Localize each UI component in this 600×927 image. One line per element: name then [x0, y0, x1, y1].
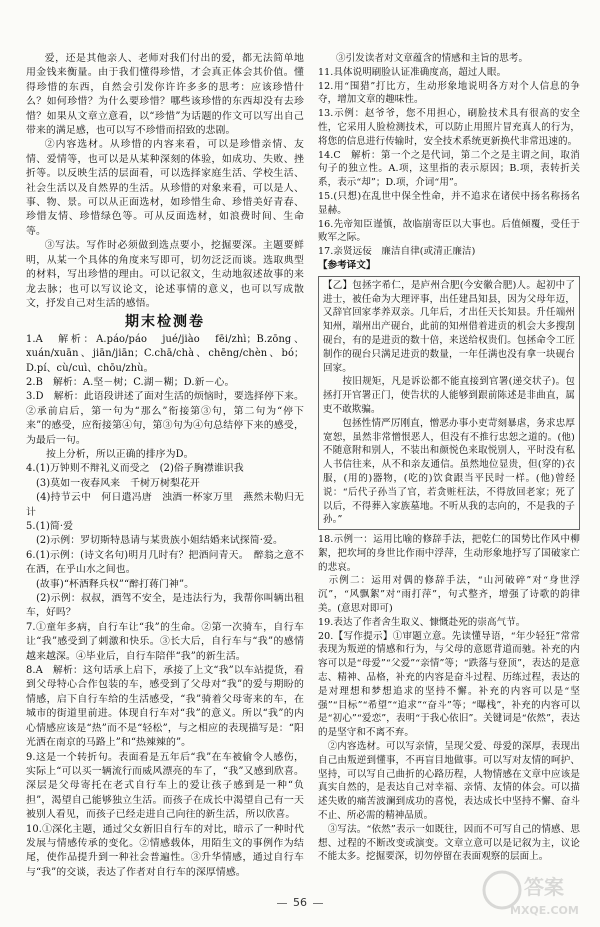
answer-12: 12.用“围猎”打比方，生动形象地说明各方对个人信息的争夺，增加文章的趣味性。 [318, 80, 580, 106]
left-column [26, 52, 304, 880]
essay-para-2: ②内容选材。从珍惜的内容来看，可以是珍惜亲情、友情、爱情等，也可以是从某种深刻的体验，如成功、失败、挫折等。以反映生活的层面看，可以选择家庭生活、学校生活、社会生活以及自然界的生活。从珍惜的对象来看，可以是人、事、物、景。可以从正面选材，如珍惜生命、珍惜美好青春、珍惜友情、珍惜绿色等。可从反面选材，如浪费时间、生命等。 [26, 139, 304, 237]
translation-para-3: 包拯性情严厉刚直，憎恶办事小吏苛刻暴虐，务求忠厚宽恕，虽然非常憎恨恶人，但没有不推行忠恕之道的。(他)不随意附和别人，不装出和颜悦色来取悦别人，平时没有私人书信往来，从不和亲友通信。虽然地位显贵，但(穿的)衣服，(用的)器物，(吃的)饮食跟当平民时一样。(他)曾经说：“后代子孙当了官，若贪赃枉法，不得放回老家；死了以后，不得葬入家族墓地。不听从我的志向的，不是我的子孙。” [323, 417, 575, 526]
answer-10: 10.①深化主题，通过父女新旧自行车的对比，暗示了一种时代发展与情感传承的变化。②情感载体，用陌生文的事例作为结尾，使作品提升到一种社会普遍性。③升华情感，通过自行车与“我”的交谈，表达了作者对自行车的深厚情感。 [26, 823, 304, 878]
svg-text:答案: 答案 [524, 875, 564, 899]
answer-13: 13.示例：赵爷爷，您不用担心，刷脸技术具有很高的安全性，它采用人脸检测技术，可以防止用照片冒充真人的行为，将您的信息进行传输时，安全技术系统更新换代非常迅速的。 [318, 108, 580, 147]
answer-4-line2: (3)莫如一夜春风来 千树万树梨花开 [26, 477, 200, 489]
answer-18: 18.示例一：运用比喻的修辞手法，把乾仁的国势比作风中柳絮，把坎坷的身世比作雨中浮萍，生动形象地抒写了国破家亡的悲哀。 [318, 534, 580, 573]
watermark-logo [480, 868, 590, 920]
answer-6: 6.(1)示例：(诗文名句)明月几时有？把酒问青天。 醉翁之意不在酒，在乎山水之间也。 [26, 549, 304, 576]
answer-1: 1.A 解析：A.páo/páo jué/jiào fēi/zhì；B.zōng、xuán/xuān、jiān/jiān；C.chā/chà、chēng/chèn、bó；D.pí、cù/cuì、chōu/zhù。 [26, 333, 304, 374]
answer-9: 9.这是一个转折句。表面看是五年后“我”在车被偷令人感伤，实际上“可以买一辆流行而威风漂亮的车了，“我”又感到欣喜。深层是父母寄托在老式自行车上的爱让孩子感到是一种“负担”，渴望自己能够独立生活。而孩子在成长中渴望自己有一天被别人看见，而孩子已经走进自己向往的新生活，所以欣喜。 [26, 751, 304, 821]
answer-18-line2: 示例二：运用对偶的修辞手法，“山河破碎”对“身世浮沉”，“风飘絮”对“雨打萍”，句式整齐，增强了诗歌的韵律美。(意思对即可) [318, 575, 580, 615]
translation-box [318, 276, 580, 530]
answer-5: 5.(1)简·爱 [26, 521, 74, 532]
answer-16: 16.先帝知臣谨慎，故临崩寄臣以大事也。后值倾覆，受任于败军之际。 [318, 218, 580, 244]
answer-20-line3: ③写法。“依然”表示一如既往，因而不可写自己的情感、思想、过程的不断改变或演变。文章立意可以是记叙为主，议论不能太多。挖掘要深，切勿停留在表面观察的层面上。 [318, 823, 580, 863]
answer-20-line2: ②内容选材。可以写亲情，呈现父爱、母爱的深厚，表现出自己由叛逆到懂事，不再盲目地做事。可以写对友情的呵护、坚持，可以写自己曲折的心路历程，人物情感在文章中应该是真实自然的，是表达自己对幸福、亲情、友情的体会。可以描述失败的痛苦波澜到成功的喜悦，表达成长中坚持不懈、奋斗不止、所必需的精神品质。 [318, 741, 580, 822]
right-column [318, 52, 580, 864]
section-title: 期末检测卷 [125, 314, 205, 331]
answer-17: 17.亲贤远佞 廉洁自律(或清正廉洁) [318, 246, 476, 258]
answer-19: 19.表达了作者舍生取义、慷慨赴死的崇高气节。 [318, 616, 526, 628]
answer-3-cont: 按上分析，所以正确的排序为D。 [26, 448, 194, 460]
answer-6-line2: (故事)“杯酒释兵权”“醉打蒋门神”。 [26, 578, 195, 590]
essay-para-3: ③写法。写作时必须做到选点要小，挖掘要深。主题要鲜明，从某一个具体的角度来写即可，切勿泛泛而谈。选取典型的材料，写出珍惜的理由。可以记叙文，生动地叙述故事的来龙去脉；也可以写议论文，论述事情的意义，也可以写成散文，抒发自己对生活的感悟。 [26, 240, 304, 309]
answer-7: 7.①童年多病，自行车让“我”的生命。②第一次骑车，自行车让“我”感受到了刺激和快乐。③长大后，自行车与“我”的感情越来越深。④毕业后，自行车陪伴“我”的新生活。 [26, 621, 304, 662]
answer-14: 14.C 解析：第一个之是代词，第二个之是主谓之间，取消句子的独立性。A.项，这里指的表示原因；B.项，表转折关系，表示“却”；D.项，介词“用”。 [318, 149, 580, 189]
answer-2: 2.B 解析：A.坚－树；C.湖－糊；D.新－心。 [26, 376, 235, 388]
essay-para-1: 爱，还是其他亲人、老师对我们付出的爱，都无法简单地用金钱来衡量。由于我们懂得珍惜，才会真正体会其价值。懂得珍惜的东西，自然会引发你许许多多的思考：应该珍惜什么？如何珍惜？为什么要珍惜？哪些该珍惜的东西却没有去珍惜？如果从文章立意看，以“珍惜”为话题的作文可以写出自己带来的满足感，也可以写不珍惜而招致的悲剧。 [26, 53, 304, 137]
reference-translation-title: 【参考译文】 [318, 259, 376, 271]
translation-para-2: 按旧规矩，凡是诉讼都不能直接到官署(递交状子)。包拯打开官署正门，使告状的人能够到跟前陈述是非曲直，属吏不敢欺骗。 [323, 376, 575, 415]
translation-para-1: 【乙】包拯字希仁，是庐州合肥(今安徽合肥)人。起初中了进士，被任命为大理评事，出任建昌知县，因为父母年迈，又辞官回家孝养双亲。几年后，才出任天长知县。升任端州知州，端州出产砚台，此前的知州借着进贡的机会大多搜刮砚台，有的是进贡的数十倍，来送给权贵们。包拯命令工匠制作的砚台只满足进贡的数量，一年任满也没有拿一块砚台回家。 [323, 279, 575, 374]
answer-8: 8.A 解析：这句话承上启下，承接了上文“我”以车站提货，看到父母特心合作包装的车，感受到了父母对“我”的爱与期盼的情感，启下自行车给的生活感受，“我”骑着父母寄来的车，在城市的街道里前进。体现自行车对“我”的意义。所以“我”的内心情感应该是“热”而不是“轻松”，与之相应的表现描写是：“阳光洒在南京的马路上”和“热辣辣的”。 [26, 665, 304, 749]
answer-15: 15.(只想)在乱世中保全性命，并不追求在诸侯中扬名称扬名显赫。 [318, 190, 580, 216]
answer-10-cont: ③引发读者对文章蕴含的情感和主旨的思考。 [336, 53, 529, 64]
answer-3: 3.D 解析：此语段讲述了面对生活的烦恼时，要选择停下来。②承前启后，第一句为“那么”衔接第③句，第二句为“停下来”的感受，应衔接第④句，第③句为④句总结停下来的感受，为最后一句。 [26, 391, 304, 446]
page-number: 56 [0, 896, 600, 909]
answer-11: 11.具体说明刷脸认证准确度高，超过人眼。 [318, 66, 507, 78]
answer-20: 20.【写作提示】①审题立意。先读懂导语，“年少轻狂”常常表现为叛逆的情感和行为，与父母的意愿背道而驰。补充的内容可以是“母爱”“父爱”“亲情”等；“跌落与登顶”，表达的是意志、精神、品格，补充的内容是奋斗过程、历练过程，表达的是对理想和梦想追求的坚持不懈。补充的内容可以是“坚强”“目标”“希望”“追求”“奋斗”等；“曝栈”，补充的内容可以是“初心”“爱恋”，表明“于我心依旧”。关键词是“依然”，表达的是坚守和不离不弃。 [318, 630, 580, 739]
answer-4-line3: (4)持节云中 何日遣冯唐 浊酒一杯家万里 燕然未勒归无计 [26, 492, 304, 518]
answer-5-line2: (2)示例：罗切斯特恳请与某贵族小姐结婚来试探简·爱。 [26, 535, 283, 547]
svg-text:MXQE.COM: MXQE.COM [510, 904, 579, 917]
answer-4: 4.(1)万钟则不辩礼义而受之 (2)俗子胸襟谁识我 [26, 463, 244, 475]
answer-6-line3: (2)示例：叔叔，酒驾不安全，是违法行为，我帮你叫辆出租车，好吗？ [26, 593, 304, 619]
